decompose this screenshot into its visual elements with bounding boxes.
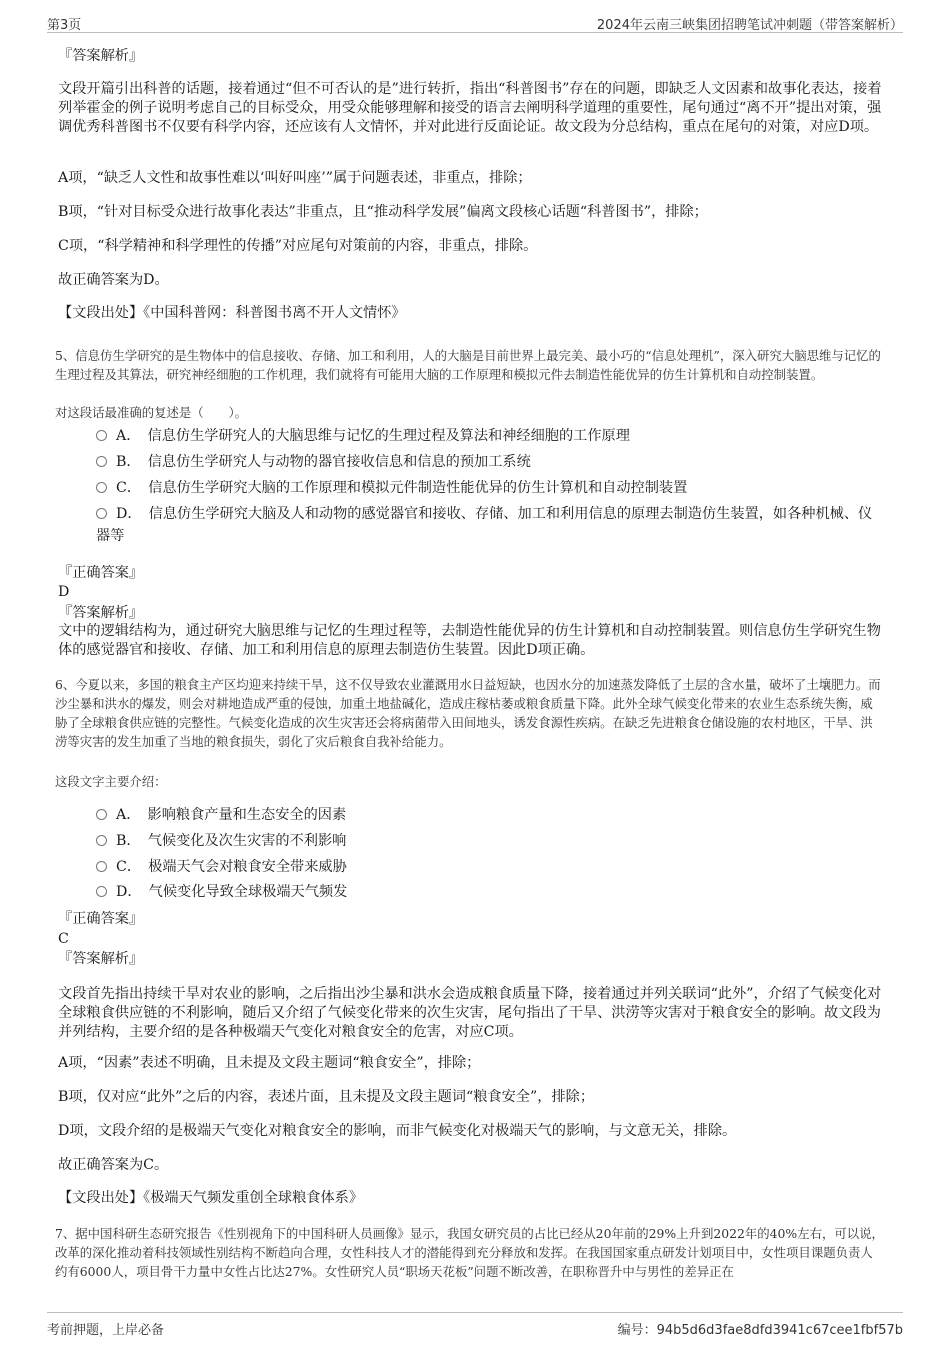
- q4-option-b-analysis: B项，“针对目标受众进行故事化表达”非重点，且“推动科学发展”偏离文段核心话题“科普图书”，排除；: [58, 204, 708, 220]
- radio-button[interactable]: [96, 861, 107, 872]
- q6-option-d-text: D． 气候变化导致全球极端天气频发: [116, 884, 348, 900]
- q5-option-a[interactable]: [96, 425, 896, 447]
- q5-analysis-text: 文中的逻辑结构为，通过研究大脑思维与记忆的生理过程等，去制造性能优异的仿生计算机和自动控制装置。则信息仿生学研究生物体的感觉器官和接收、存储、加工和利用信息的原理去制造仿生装置。因此D项正确。: [58, 623, 881, 658]
- q5-option-b[interactable]: [96, 451, 896, 473]
- radio-button[interactable]: [96, 430, 107, 441]
- q4-conclusion: 故正确答案为D。: [58, 272, 169, 288]
- radio-button[interactable]: [96, 809, 107, 820]
- q6-option-d[interactable]: [96, 881, 896, 903]
- q4-option-c-analysis: C项，“科学精神和科学理性的传播”对应尾句对策前的内容，非重点，排除。: [58, 238, 538, 254]
- page-number: 第3页: [47, 18, 82, 33]
- q5-option-a-text: A． 信息仿生学研究人的大脑思维与记忆的生理过程及算法和神经细胞的工作原理: [116, 428, 630, 444]
- q5-option-c-text: C． 信息仿生学研究大脑的工作原理和模拟元件制造性能优异的仿生计算机和自动控制装置: [116, 480, 688, 496]
- q6-answer: C: [58, 931, 69, 947]
- q4-option-a-analysis: A项，“缺乏人文性和故事性难以‘叫好叫座’”属于问题表述，非重点，排除；: [58, 170, 532, 186]
- q6-correct-label: 『正确答案』: [58, 911, 144, 927]
- q6-option-b-text: B． 气候变化及次生灾害的不利影响: [116, 833, 347, 849]
- q6-option-c[interactable]: [96, 856, 896, 878]
- radio-button[interactable]: [96, 508, 107, 519]
- q5-option-b-text: B． 信息仿生学研究人与动物的器官接收信息和信息的预加工系统: [116, 454, 531, 470]
- q6-option-a[interactable]: [96, 804, 896, 826]
- q5-correct-label: 『正确答案』: [58, 565, 144, 581]
- q6-option-a-text: A． 影响粮食产量和生态安全的因素: [116, 807, 347, 823]
- radio-button[interactable]: [96, 456, 107, 467]
- radio-button[interactable]: [96, 482, 107, 493]
- page-footer: [47, 1312, 903, 1337]
- q5-analysis-label: 『答案解析』: [58, 605, 144, 621]
- document-id: 编号：94b5d6d3fae8dfd3941c67cee1fbf57b: [617, 1323, 903, 1338]
- radio-button[interactable]: [96, 835, 107, 846]
- q5-stem: 5、信息仿生学研究的是生物体中的信息接收、存储、加工和利用，人的大脑是目前世界上最完美、最小巧的“信息处理机”，深入研究大脑思维与记忆的生理过程及其算法，研究神经细胞的工作机理，我们就将有可能用大脑的工作原理和模拟元件去制造性能优异的仿生计算机和自动控制装置。: [55, 348, 881, 382]
- q4-analysis-label: 『答案解析』: [58, 48, 144, 64]
- q5-answer: D: [58, 584, 70, 600]
- q6-source: 【文段出处】《极端天气频发重创全球粮食体系》: [58, 1190, 364, 1206]
- q5-question: 对这段话最准确的复述是（ ）。: [55, 405, 248, 420]
- q6-conclusion: 故正确答案为C。: [58, 1157, 169, 1173]
- q6-question: 这段文字主要介绍：: [55, 774, 167, 789]
- q5-option-d[interactable]: [96, 503, 886, 547]
- q4-analysis-text: 文段开篇引出科普的话题，接着通过“但不可否认的是”进行转折，指出“科普图书”存在的问题，即缺乏人文因素和故事化表达，接着列举霍金的例子说明考虑自己的目标受众，用受众能够理解和接受的语言去阐明科学道理的重要性，尾句通过“离不开”提出对策，强调优秀科普图书不仅要有科学内容，还应该有人文情怀，并对此进行反面论证。故文段为分总结构，重点在尾句的对策，对应D项。: [58, 81, 882, 135]
- q6-option-c-text: C． 极端天气会对粮食安全带来威胁: [116, 859, 347, 875]
- q7-stem: 7、据中国科研生态研究报告《性别视角下的中国科研人员画像》显示，我国女研究员的占比已经从20年前的29%上升到2022年的40%左右，可以说，改革的深化推动着科技领域性别结构不断趋向合理，女性科技人才的潜能得到充分释放和发挥。在我国国家重点研发计划项目中，女性项目课题负责人约有6000人，项目骨干力量中女性占比达27%。女性研究人员“职场天花板”问题不断改善，在职称晋升中与男性的差异正在: [55, 1226, 884, 1279]
- q5-option-c[interactable]: [96, 477, 896, 499]
- radio-button[interactable]: [96, 886, 107, 897]
- q6-stem: 6、今夏以来，多国的粮食主产区均迎来持续干旱，这不仅导致农业灌溉用水日益短缺，也因水分的加速蒸发降低了土层的含水量，破坏了土壤肥力。而沙尘暴和洪水的爆发，则会对耕地造成严重的侵蚀，加重土地盐碱化，造成庄稼枯萎或粮食质量下降。此外全球气候变化带来的农业生态系统失衡，威胁了全球粮食供应链的完整性。气候变化造成的次生灾害还会将病菌带入田间地头，诱发食源性疾病。在缺乏先进粮食仓储设施的农村地区，干旱、洪涝等灾害的发生加重了当地的粮食损失，弱化了灾后粮食自我补给能力。: [55, 677, 881, 749]
- q5-option-d-text: D． 信息仿生学研究大脑及人和动物的感觉器官和接收、存储、加工和利用信息的原理去制造仿生装置，如各种机械、仪器等: [96, 506, 873, 544]
- page-header: [47, 10, 903, 33]
- footer-slogan: 考前押题，上岸必备: [47, 1323, 165, 1338]
- q6-analysis-label: 『答案解析』: [58, 951, 144, 967]
- q6-option-b-analysis: B项，仅对应“此外”之后的内容，表述片面，且未提及文段主题词“粮食安全”，排除；: [58, 1089, 595, 1105]
- q4-source: 【文段出处】《中国科普网：科普图书离不开人文情怀》: [58, 305, 406, 321]
- q6-option-b[interactable]: [96, 830, 896, 852]
- q6-analysis-text: 文段首先指出持续干旱对农业的影响，之后指出沙尘暴和洪水会造成粮食质量下降，接着通过并列关联词“此外”，介绍了气候变化对全球粮食供应链的不利影响，随后又介绍了气候变化带来的次生灾害，尾句指出了干旱、洪涝等灾害对于粮食安全的影响。故文段为并列结构，主要介绍的是各种极端天气变化对粮食安全的危害，对应C项。: [58, 986, 882, 1040]
- q6-option-d-analysis: D项，文段介绍的是极端天气变化对粮食安全的影响，而非气候变化对极端天气的影响，与文意无关，排除。: [58, 1123, 737, 1139]
- q6-option-a-analysis: A项，“因素”表述不明确，且未提及文段主题词“粮食安全”，排除；: [58, 1055, 481, 1071]
- document-title: 2024年云南三峡集团招聘笔试冲刺题（带答案解析）: [596, 18, 903, 33]
